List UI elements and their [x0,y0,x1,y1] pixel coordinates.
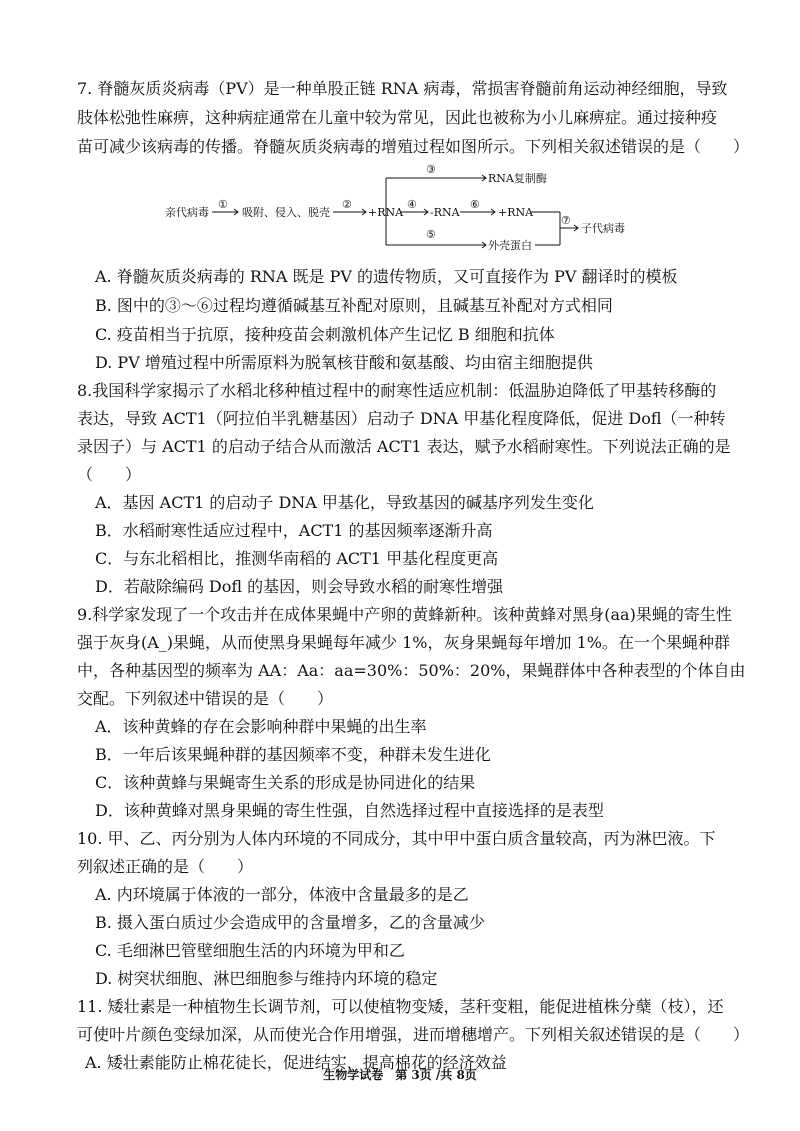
page-footer: 生物学试卷 第 3页 /共 8页 [323,1068,477,1082]
question-7-option-c: C. 疫苗相当于抗原，接种疫苗会刺激机体产生记忆 B 细胞和抗体 [95,325,555,344]
label-step-5: ⑤ [426,228,436,241]
label-parent-virus: 亲代病毒 [165,206,209,219]
label-step-7: ⑦ [561,214,571,227]
question-8-line-2: 表达，导致 ACT1（阿拉伯半乳糖基因）启动子 DNA 甲基化程度降低，促进 Dofl（一种转 [77,409,726,428]
question-9-line-3: 中，各种基因型的频率为 AA：Aa：aa=30%：50%：20%，果蝇群体中各种表型的个体自由 [77,661,746,680]
question-9-option-b: B．一年后该果蝇种群的基因频率不变，种群未发生进化 [95,745,491,764]
label-step-3: ③ [426,163,436,176]
question-7-line-3: 苗可减少该病毒的传播。脊髓灰质炎病毒的增殖过程如图所示。下列相关叙述错误的是（ ） [77,137,750,156]
question-7-option-b: B. 图中的③～⑥过程均遵循碱基互补配对原则，且碱基互补配对方式相同 [95,296,613,315]
question-7-line-2: 肢体松弛性麻痹，这种病症通常在儿童中较为常见，因此也被称为小儿麻痹症。通过接种疫 [77,108,718,127]
label-minus-rna: -RNA [430,206,460,219]
question-11-option-a: A. 矮壮素能防止棉花徒长，促进结实，提高棉花的经济效益 [85,1053,507,1072]
question-8-line-1: 8.我国科学家揭示了水稻北移种植过程中的耐寒性适应机制：低温胁迫降低了甲基转移酶的 [77,381,717,400]
question-8-option-b: B．水稻耐寒性适应过程中，ACT1 的基因频率逐渐升高 [95,521,493,540]
question-7-option-a: A. 脊髓灰质炎病毒的 RNA 既是 PV 的遗传物质，又可直接作为 PV 翻译时的模板 [95,267,678,286]
question-9-option-d: D．该种黄蜂对黑身果蝇的寄生性强，自然选择过程中直接选择的是表型 [95,801,604,820]
question-11-line-1: 11. 矮壮素是一种植物生长调节剂，可以使植物变矮，茎秆变粗，能促进植株分蘖（枝），还 [77,997,724,1016]
label-plus-rna-2: +RNA [498,206,534,219]
question-10-option-c: C. 毛细淋巴管壁细胞生活的内环境为甲和乙 [95,941,405,960]
question-9-line-2: 强于灰身(A_)果蝇，从而使黑身果蝇每年减少 1%，灰身果蝇每年增加 1%。在一个果蝇种群 [77,633,730,652]
question-8-line-3: 录因子）与 ACT1 的启动子结合从而激活 ACT1 表达，赋予水稻耐寒性。下列说法正确的是 [77,437,731,456]
label-rna-replicase: RNA复制酶 [488,172,547,185]
label-step-1: ① [218,198,228,211]
question-10-line-2: 列叙述正确的是（ ） [77,857,254,876]
question-10-option-a: A. 内环境属于体液的一部分，体液中含量最多的是乙 [95,885,469,904]
question-10-line-1: 10. 甲、乙、丙分别为人体内环境的不同成分，其中甲中蛋白质含量较高，丙为淋巴液。下 [77,829,716,848]
question-8-option-a: A．基因 ACT1 的启动子 DNA 甲基化，导致基因的碱基序列发生变化 [95,493,594,512]
question-10-option-d: D. 树突状细胞、淋巴细胞参与维持内环境的稳定 [95,969,438,988]
question-9-line-1: 9.科学家发现了一个攻击并在成体果蝇中产卵的黄蜂新种。该种黄蜂对黑身(aa)果蝇的寄生性 [77,605,732,624]
label-progeny: 子代病毒 [581,222,625,235]
question-11-line-2: 可使叶片颜色变绿加深，从而使光合作用增强，进而增穗增产。下列相关叙述错误的是（ ） [77,1025,750,1044]
question-8-option-c: C．与东北稻相比，推测华南稻的 ACT1 甲基化程度更高 [95,549,499,568]
label-step-6: ⑥ [470,198,480,211]
question-8-option-d: D．若敲除编码 Dofl 的基因，则会导致水稻的耐寒性增强 [95,577,504,596]
question-9-option-c: C．该种黄蜂与果蝇寄生关系的形成是协同进化的结果 [95,773,476,792]
question-9-line-4: 交配。下列叙述中错误的是（ ） [77,689,334,708]
question-8-line-4: （ ） [77,465,142,484]
question-7-option-d: D. PV 增殖过程中所需原料为脱氧核苷酸和氨基酸、均由宿主细胞提供 [95,353,593,372]
label-step-2: ② [342,198,352,211]
question-7-line-1: 7. 脊髓灰质炎病毒（PV）是一种单股正链 RNA 病毒，常损害脊髓前角运动神经细胞，导致 [77,79,728,98]
pv-replication-diagram [150,160,650,260]
label-step-4: ④ [407,198,417,211]
question-10-option-b: B. 摄入蛋白质过少会造成甲的含量增多，乙的含量减少 [95,913,485,932]
label-adsorb: 吸附、侵入、脱壳 [242,206,330,219]
label-capsid: 外壳蛋白 [488,239,532,252]
question-9-option-a: A．该种黄蜂的存在会影响种群中果蝇的出生率 [95,717,427,736]
label-plus-rna-1: +RNA [368,206,404,219]
